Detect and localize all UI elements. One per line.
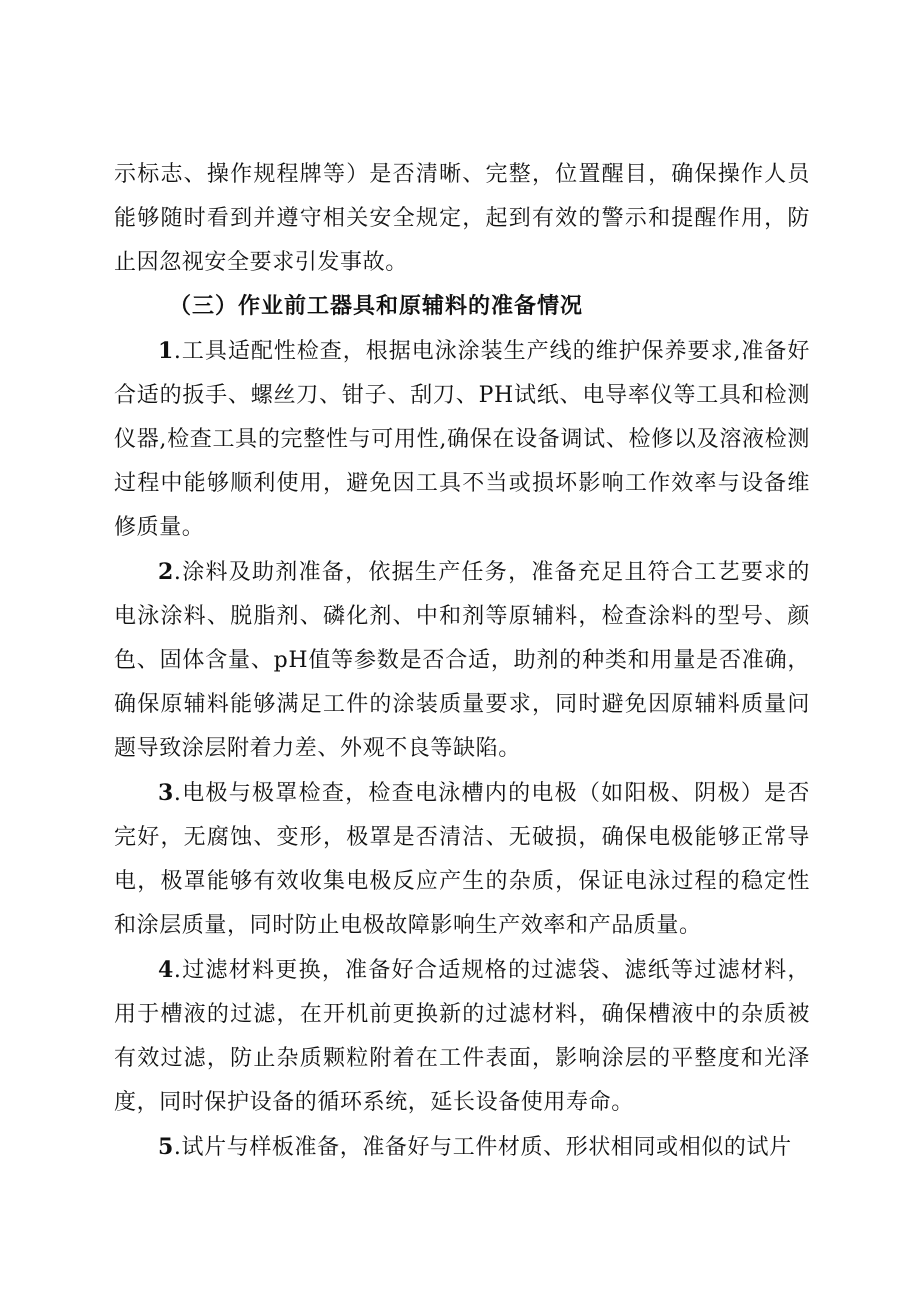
- item-text: .电极与极罩检查，检查电泳槽内的电极（如阳极、阴极）是否完好，无腐蚀、变形，极罩是否清洁、无破损，确保电极能够正常导电，极罩能够有效收集电极反应产生的杂质，保证电泳过程的稳定性和涂层质量，同时防止电极故障影响生产效率和产品质量。: [114, 781, 810, 938]
- item-number: 3: [158, 780, 174, 806]
- list-item: [114, 1125, 810, 1170]
- document-body: [114, 153, 810, 1170]
- item-number: 2: [158, 559, 174, 585]
- section-heading: （三）作业前工器具和原辅料的准备情况: [169, 294, 584, 319]
- intro-paragraph: 示标志、操作规程牌等）是否清晰、完整，位置醒目，确保操作人员能够随时看到并遵守相关安全规定，起到有效的警示和提醒作用，防止因忽视安全要求引发事故。: [114, 162, 810, 275]
- list-item: [114, 329, 810, 550]
- item-number: 5: [158, 1134, 174, 1160]
- item-number: 4: [158, 957, 174, 983]
- item-text: .试片与样板准备，准备好与工件材质、形状相同或相似的试片: [173, 1135, 792, 1160]
- item-text: .涂料及助剂准备，依据生产任务，准备充足且符合工艺要求的电泳涂料、脱脂剂、磷化剂、中和剂等原辅料，检查涂料的型号、颜色、固体含量、pH值等参数是否合适，助剂的种类和用量是否准确，确保原辅料能够满足工件的涂装质量要求，同时避免因原辅料质量问题导致涂层附着力差、外观不良等缺陷。: [114, 560, 810, 761]
- item-text: .工具适配性检查，根据电泳涂装生产线的维护保养要求,准备好合适的扳手、螺丝刀、钳子、刮刀、PH试纸、电导率仪等工具和检测仪器,检查工具的完整性与可用性,确保在设备调试、检修以及溶液检测过程中能够顺利使用，避免因工具不当或损坏影响工作效率与设备维修质量。: [114, 339, 810, 540]
- item-number: 1: [158, 338, 174, 364]
- list-item: [114, 771, 810, 948]
- list-item: [114, 550, 810, 771]
- list-item: [114, 948, 810, 1125]
- item-text: .过滤材料更换，准备好合适规格的过滤袋、滤纸等过滤材料，用于槽液的过滤，在开机前更换新的过滤材料，确保槽液中的杂质被有效过滤，防止杂质颗粒附着在工件表面，影响涂层的平整度和光泽度，同时保护设备的循环系统，延长设备使用寿命。: [114, 958, 810, 1115]
